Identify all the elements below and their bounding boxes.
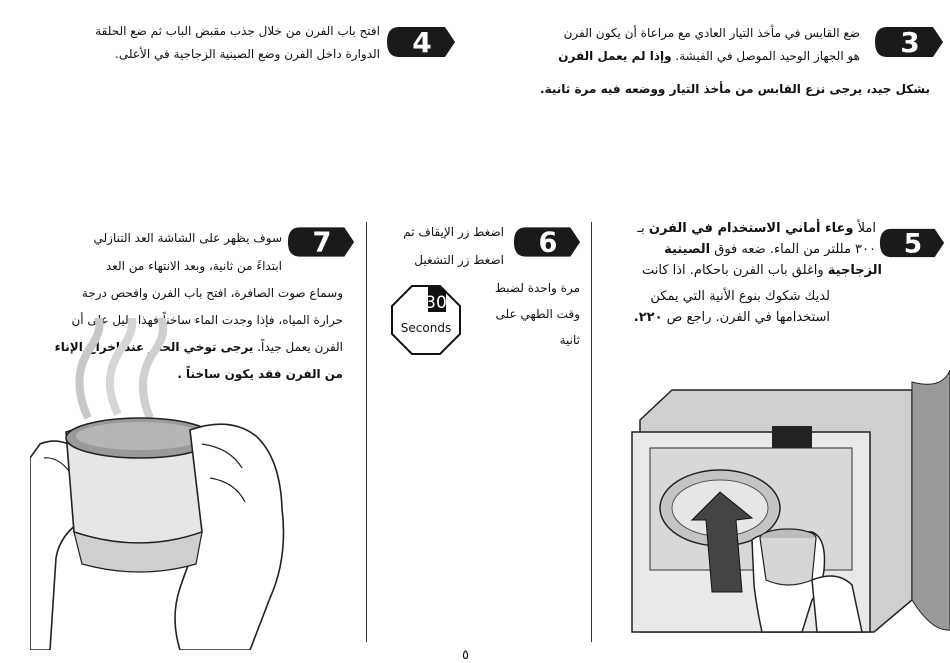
step-3-number: 3 bbox=[900, 26, 920, 59]
step-3-badge-icon bbox=[873, 24, 945, 60]
page-number: ٥ bbox=[462, 648, 469, 663]
step-5-text-cont bbox=[602, 260, 882, 281]
step-6-line-3: مرة واحدة لضبط bbox=[494, 281, 580, 295]
step-5-badge-icon bbox=[878, 226, 946, 260]
step-7-line-3: وسماع صوت الصافرة، افتح باب الفرن وافحص درجة bbox=[81, 286, 343, 300]
step-7-number: 7 bbox=[312, 227, 332, 259]
step-3-line-1: ضع القابس في مأخذ التيار العادي مع مراعاة أن يكون الفرن bbox=[563, 26, 860, 40]
step-7-line-6: من الفرن فقد يكون ساخناً . bbox=[177, 367, 343, 381]
step-7-line-4: حرارة المياه، فإذا وجدت الماء ساخناً فهذا دليل على أن bbox=[71, 313, 343, 327]
timer-unit: Seconds bbox=[400, 321, 452, 335]
step-7-text-top bbox=[42, 224, 282, 280]
step-6-line-4: وقت الطهي على bbox=[495, 307, 580, 321]
hot-cup-illustration bbox=[30, 318, 330, 650]
step-7-line-5: الفرن يعمل جيداً. يرجى توخي الحذر عند إخراج الإناء bbox=[54, 340, 343, 354]
step-6-line-2: اضغط زر التشغيل bbox=[414, 253, 504, 267]
step-5-line-3: الزجاجية واغلق باب الفرن باحكام. اذا كانت bbox=[641, 263, 882, 278]
step-5-text-note bbox=[590, 286, 830, 328]
timer-30-seconds-icon bbox=[388, 282, 464, 358]
step-4-number: 4 bbox=[412, 26, 432, 59]
step-6-number: 6 bbox=[538, 227, 558, 259]
column-divider-left bbox=[366, 222, 367, 642]
step-4-line-2: الدوارة داخل الفرن وضع الصينية الزجاجية في الأعلى. bbox=[115, 47, 380, 61]
step-5-text bbox=[606, 218, 876, 260]
step-6-text-bottom bbox=[480, 275, 580, 353]
step-4-text bbox=[40, 20, 380, 66]
column-divider-right bbox=[591, 222, 592, 642]
step-5-line-5: استخدامها في الفرن. راجع ص ٢٢٠. bbox=[633, 310, 830, 325]
step-5-line-4: لديك شكوك بنوع الأنية التي يمكن bbox=[650, 289, 830, 304]
step-5-number: 5 bbox=[903, 228, 923, 260]
timer-value: 30 bbox=[425, 293, 447, 313]
step-3-line-2: هو الجهاز الوحيد الموصل في الفيشة. وإذا لم يعمل الفرن bbox=[558, 49, 860, 63]
step-3-warning: بشكل جيد، يرجى نزع القابس من مأخذ التيار ووضعه فيه مرة ثانية. bbox=[540, 82, 930, 96]
step-6-line-5: ثانية bbox=[559, 333, 580, 347]
step-7-badge-icon bbox=[286, 224, 356, 260]
step-3-text bbox=[420, 22, 860, 68]
step-6-text-top bbox=[374, 218, 504, 274]
step-7-line-1: سوف يظهر على الشاشة العد التنازلي bbox=[93, 231, 282, 245]
step-5-line-2: ٣٠٠ مللتر من الماء. ضعه فوق الصينية bbox=[664, 242, 876, 257]
step-6-badge-icon bbox=[512, 224, 582, 260]
step-5-line-1: املأ وعاء أماني الاستخدام في الفرن بـ bbox=[637, 221, 876, 236]
microwave-oven-illustration bbox=[612, 370, 950, 662]
step-4-badge-icon bbox=[385, 24, 457, 60]
step-6-line-1: اضغط زر الإيقاف ثم bbox=[403, 225, 504, 239]
step-7-line-2: ابتداءً من ثانية، وبعد الانتهاء من العد bbox=[105, 259, 282, 273]
step-4-line-1: افتح باب الفرن من خلال جذب مقبض الباب ثم ضع الحلقة bbox=[95, 24, 380, 38]
